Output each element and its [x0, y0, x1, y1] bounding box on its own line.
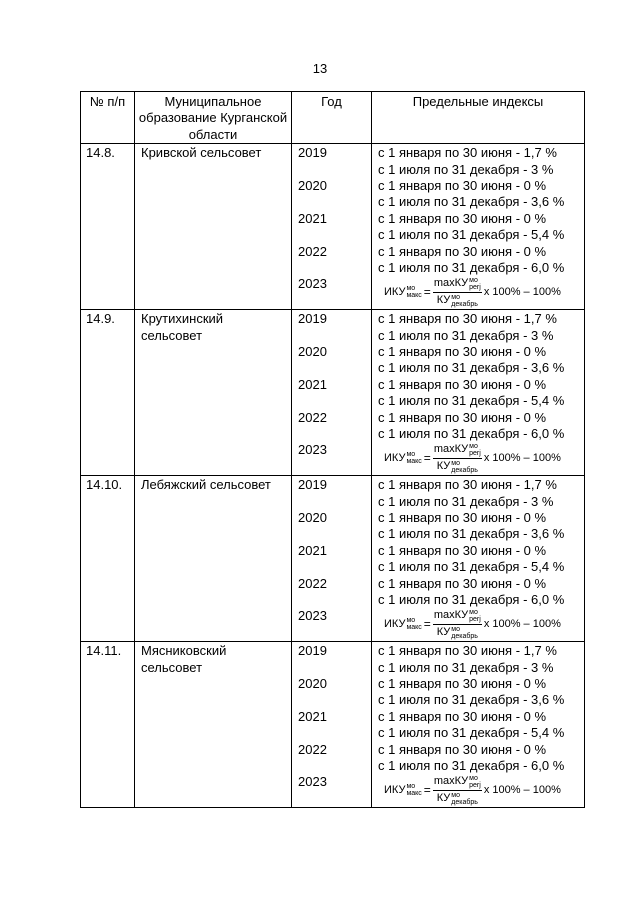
- index-line: с 1 января по 30 июня - 1,7 %: [378, 145, 557, 161]
- index-line: с 1 января по 30 июня - 0 %: [378, 675, 547, 691]
- year-label: 2020: [298, 675, 327, 691]
- index-formula: [378, 609, 582, 639]
- formula-num-sub: perj: [469, 781, 481, 789]
- municipality-name: Мясниковский сельсовет: [135, 642, 292, 808]
- row-number: 14.10.: [81, 476, 135, 642]
- header-name: Муниципальное образование Курганской области: [135, 92, 292, 144]
- year-label: 2023: [298, 774, 327, 790]
- formula-lhs-text: ИКУ: [384, 617, 406, 630]
- index-line: с 1 июля по 31 декабря - 3,6 %: [378, 360, 565, 376]
- index-line: с 1 июля по 31 декабря - 3 %: [378, 161, 554, 177]
- formula-den-sub: декабрь: [451, 466, 478, 474]
- formula-denominator: КУ: [436, 792, 451, 805]
- year-label: 2022: [298, 409, 327, 425]
- index-line: с 1 января по 30 июня - 0 %: [378, 376, 547, 392]
- formula-lhs: [384, 285, 422, 299]
- index-line: с 1 июля по 31 декабря - 5,4 %: [378, 725, 565, 741]
- index-line: с 1 января по 30 июня - 0 %: [378, 575, 547, 591]
- row-number: 14.9.: [81, 310, 135, 476]
- indices-table: [80, 91, 585, 808]
- formula-den-sup: мо: [451, 293, 460, 301]
- year-label: 2022: [298, 575, 327, 591]
- formula-rest: x 100% – 100%: [483, 451, 561, 464]
- table-row: [81, 642, 585, 808]
- year-label: 2023: [298, 276, 327, 292]
- formula-fraction: [433, 609, 482, 640]
- index-line: с 1 января по 30 июня - 1,7 %: [378, 311, 557, 327]
- formula-equals: =: [423, 616, 431, 631]
- formula-num-sub: perj: [469, 283, 481, 291]
- page-number: 13: [312, 61, 328, 76]
- index-formula: [378, 277, 582, 307]
- formula-lhs-sup: мо: [406, 617, 416, 625]
- formula-den-sup: мо: [451, 459, 460, 467]
- indices-cell: [372, 144, 585, 310]
- indices-cell: [372, 642, 585, 808]
- index-line: с 1 июля по 31 декабря - 6,0 %: [378, 260, 565, 276]
- index-line: с 1 января по 30 июня - 0 %: [378, 542, 547, 558]
- year-label: 2023: [298, 608, 327, 624]
- index-line: с 1 июля по 31 декабря - 3 %: [378, 659, 554, 675]
- index-line: с 1 января по 30 июня - 1,7 %: [378, 477, 557, 493]
- index-line: с 1 июля по 31 декабря - 5,4 %: [378, 559, 565, 575]
- indices-cell: [372, 476, 585, 642]
- year-label: 2021: [298, 210, 327, 226]
- formula-lhs: [384, 451, 422, 465]
- formula-lhs-text: ИКУ: [384, 783, 406, 796]
- indices-cell: [372, 310, 585, 476]
- header-num: № п/п: [81, 92, 135, 144]
- formula-numerator: maxКУ: [433, 443, 469, 456]
- table-row: [81, 144, 585, 310]
- formula-lhs-sub: макс: [406, 292, 422, 300]
- index-line: с 1 января по 30 июня - 0 %: [378, 409, 547, 425]
- index-line: с 1 января по 30 июня - 0 %: [378, 210, 547, 226]
- formula-num-sup: мо: [469, 608, 478, 616]
- row-number: 14.11.: [81, 642, 135, 808]
- header-row: [81, 92, 585, 144]
- formula-fraction: [433, 443, 482, 474]
- formula-lhs-sub: макс: [406, 790, 422, 798]
- index-line: с 1 января по 30 июня - 0 %: [378, 344, 547, 360]
- year-label: 2019: [298, 477, 327, 493]
- formula-num-sub: perj: [469, 449, 481, 457]
- formula-lhs: [384, 617, 422, 631]
- formula-lhs-sub: макс: [406, 458, 422, 466]
- formula-lhs-text: ИКУ: [384, 285, 406, 298]
- index-line: с 1 января по 30 июня - 0 %: [378, 510, 547, 525]
- formula-numerator: maxКУ: [433, 609, 469, 622]
- formula-numerator: maxКУ: [433, 277, 469, 290]
- year-label: 2020: [298, 178, 327, 194]
- formula-rest: x 100% – 100%: [483, 617, 561, 630]
- year-label: 2020: [298, 344, 327, 359]
- index-line: с 1 июля по 31 декабря - 6,0 %: [378, 592, 565, 608]
- index-line: с 1 июля по 31 декабря - 3 %: [378, 327, 554, 343]
- years-cell: [292, 310, 372, 476]
- formula-fraction: [433, 775, 482, 806]
- year-label: 2021: [298, 542, 327, 558]
- year-label: 2019: [298, 145, 327, 161]
- formula-lhs-sup: мо: [406, 451, 416, 459]
- formula-den-sup: мо: [451, 791, 460, 799]
- row-number: 14.8.: [81, 144, 135, 310]
- formula-lhs-text: ИКУ: [384, 451, 406, 464]
- index-line: с 1 июля по 31 декабря - 3,6 %: [378, 194, 565, 210]
- years-cell: [292, 476, 372, 642]
- index-line: с 1 июля по 31 декабря - 3,6 %: [378, 692, 565, 708]
- formula-equals: =: [423, 450, 431, 465]
- year-label: 2021: [298, 376, 327, 392]
- formula-denominator: КУ: [436, 626, 451, 639]
- formula-rest: x 100% – 100%: [483, 783, 561, 796]
- formula-den-sup: мо: [451, 625, 460, 633]
- municipality-name: Кривской сельсовет: [135, 144, 292, 310]
- index-line: с 1 января по 30 июня - 0 %: [378, 178, 547, 194]
- index-line: с 1 июля по 31 декабря - 5,4 %: [378, 227, 565, 243]
- municipality-name: Лебяжский сельсовет: [135, 476, 292, 642]
- index-line: с 1 января по 30 июня - 1,7 %: [378, 643, 557, 659]
- index-line: с 1 июля по 31 декабря - 3 %: [378, 493, 554, 509]
- formula-den-sub: декабрь: [451, 798, 478, 806]
- formula-num-sup: мо: [469, 774, 478, 782]
- index-line: с 1 июля по 31 декабря - 6,0 %: [378, 426, 565, 442]
- year-label: 2022: [298, 741, 327, 757]
- formula-den-sub: декабрь: [451, 300, 478, 308]
- index-line: с 1 января по 30 июня - 0 %: [378, 243, 547, 259]
- table-row: [81, 310, 585, 476]
- formula-lhs: [384, 783, 422, 797]
- header-year: Год: [292, 92, 372, 144]
- index-formula: [378, 775, 582, 805]
- formula-numerator: maxКУ: [433, 775, 469, 788]
- year-label: 2021: [298, 708, 327, 724]
- formula-denominator: КУ: [436, 294, 451, 307]
- index-line: с 1 июля по 31 декабря - 5,4 %: [378, 393, 565, 409]
- year-label: 2019: [298, 311, 327, 327]
- formula-equals: =: [423, 782, 431, 797]
- index-line: с 1 января по 30 июня - 0 %: [378, 741, 547, 757]
- header-indices: Предельные индексы: [372, 92, 585, 144]
- formula-lhs-sup: мо: [406, 783, 416, 791]
- formula-lhs-sub: макс: [406, 624, 422, 632]
- formula-equals: =: [423, 284, 431, 299]
- formula-den-sub: декабрь: [451, 632, 478, 640]
- formula-num-sup: мо: [469, 276, 478, 284]
- table-row: [81, 476, 585, 642]
- municipality-name: Крутихинский сельсовет: [135, 310, 292, 476]
- formula-denominator: КУ: [436, 460, 451, 473]
- formula-rest: x 100% – 100%: [483, 285, 561, 298]
- year-label: 2023: [298, 442, 327, 458]
- years-cell: [292, 144, 372, 310]
- formula-num-sup: мо: [469, 442, 478, 450]
- index-formula: [378, 443, 582, 473]
- formula-num-sub: perj: [469, 615, 481, 623]
- formula-lhs-sup: мо: [406, 285, 416, 293]
- years-cell: [292, 642, 372, 808]
- formula-fraction: [433, 277, 482, 308]
- index-line: с 1 июля по 31 декабря - 3,6 %: [378, 526, 565, 542]
- year-label: 2020: [298, 509, 327, 525]
- year-label: 2022: [298, 243, 327, 259]
- index-line: с 1 января по 30 июня - 0 %: [378, 708, 547, 724]
- year-label: 2019: [298, 643, 327, 659]
- index-line: с 1 июля по 31 декабря - 6,0 %: [378, 758, 565, 774]
